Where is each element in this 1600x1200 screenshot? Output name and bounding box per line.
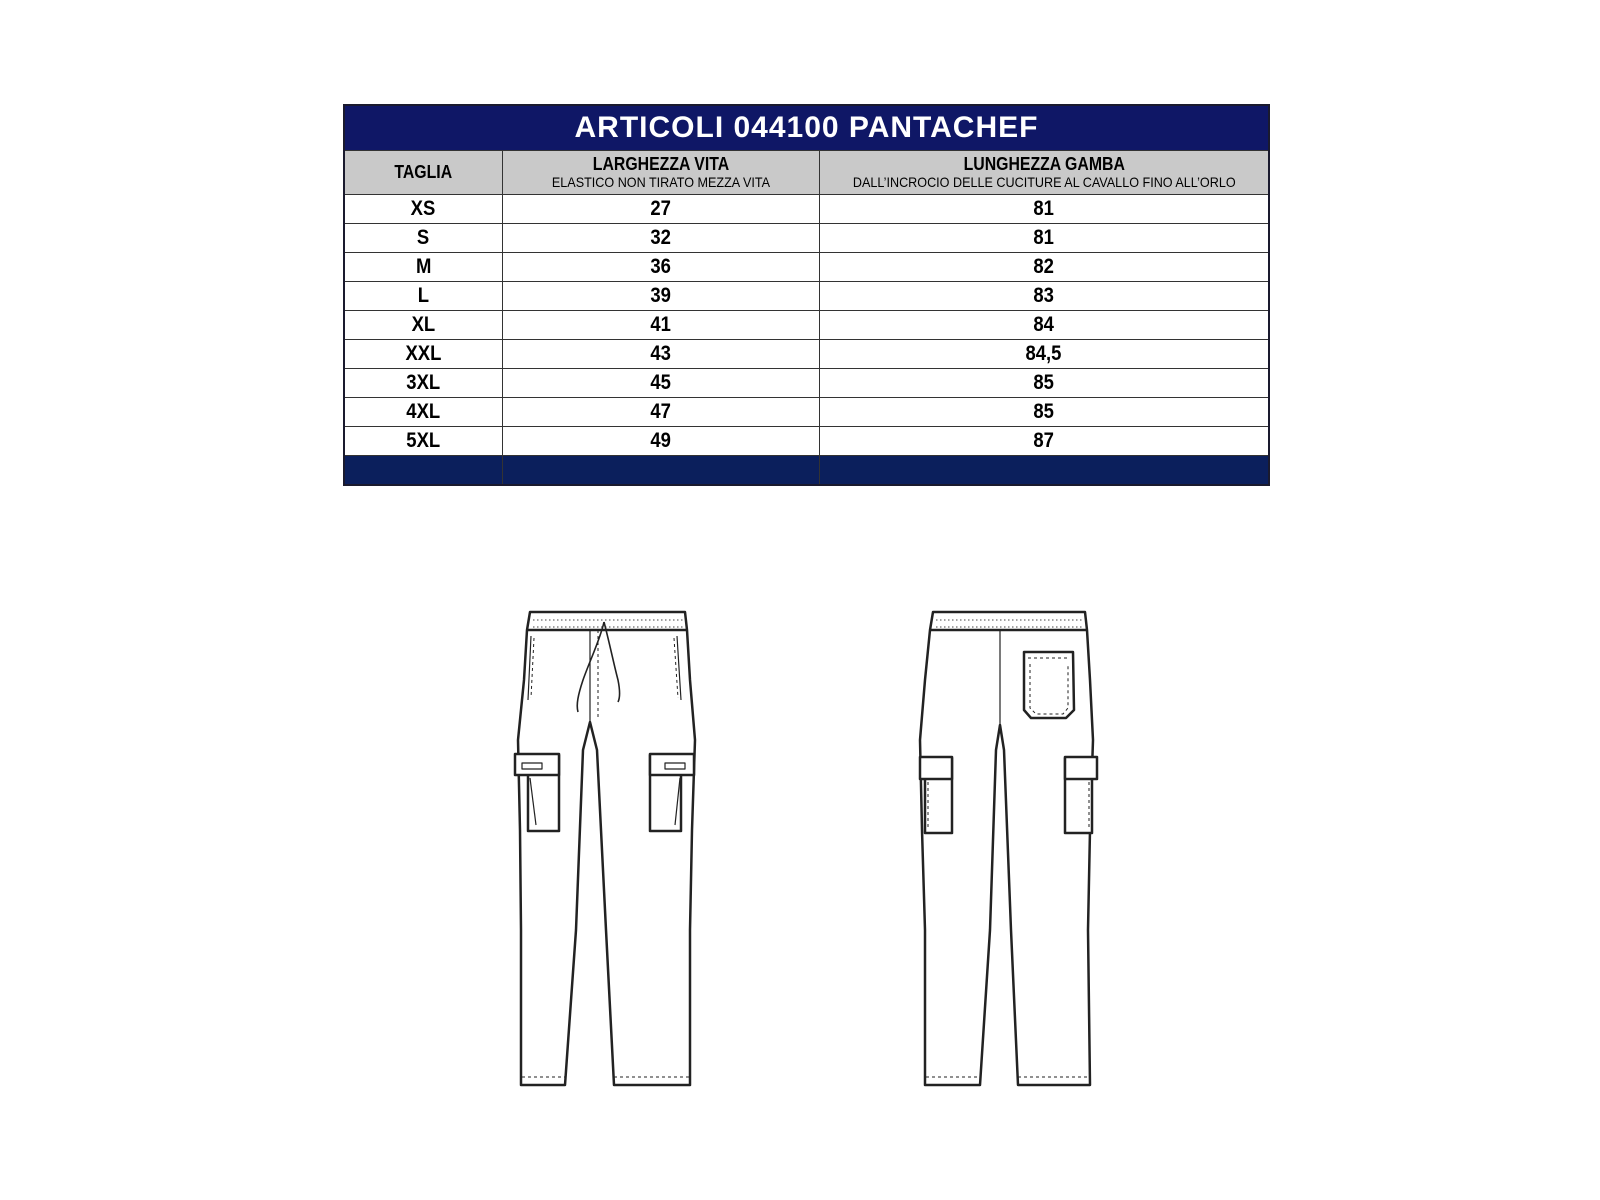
size-cell xyxy=(344,253,502,282)
table-row xyxy=(344,369,1269,398)
waist-cell-value: 39 xyxy=(650,284,671,307)
table-title: ARTICOLI 044100 PANTACHEF xyxy=(344,105,1269,151)
table-row xyxy=(344,340,1269,369)
table-row xyxy=(344,427,1269,456)
pants-front-drawing xyxy=(515,612,695,1085)
waist-cell-value: 36 xyxy=(650,255,671,278)
size-cell xyxy=(344,224,502,253)
leg-cell-value: 81 xyxy=(1033,197,1055,220)
size-cell-value: XS xyxy=(410,197,436,220)
column-header-sublabel: DALL’INCROCIO DELLE CUCITURE AL CAVALLO FINO ALL’ORLO xyxy=(852,173,1236,190)
waist-cell xyxy=(502,253,819,282)
waist-cell xyxy=(502,311,819,340)
waist-cell-value: 41 xyxy=(650,313,671,336)
waist-cell xyxy=(502,340,819,369)
size-cell-value: L xyxy=(417,284,429,307)
waist-cell-value: 45 xyxy=(650,371,671,394)
waist-cell-value: 27 xyxy=(650,197,671,220)
leg-cell xyxy=(819,398,1269,427)
size-cell-value: M xyxy=(415,255,431,278)
leg-cell xyxy=(819,195,1269,224)
pants-back-drawing xyxy=(920,612,1097,1085)
size-chart-table xyxy=(343,104,1270,486)
size-cell-value: 3XL xyxy=(406,371,441,394)
size-cell xyxy=(344,398,502,427)
size-cell-value: XXL xyxy=(405,342,442,365)
size-cell-value: 5XL xyxy=(406,429,441,452)
table-row xyxy=(344,253,1269,282)
waist-cell xyxy=(502,224,819,253)
leg-cell-value: 85 xyxy=(1033,371,1055,394)
leg-cell xyxy=(819,369,1269,398)
footer-cell xyxy=(819,456,1269,486)
leg-cell-value: 83 xyxy=(1033,284,1055,307)
footer-cell xyxy=(502,456,819,486)
table-row xyxy=(344,398,1269,427)
leg-cell xyxy=(819,340,1269,369)
leg-cell-value: 81 xyxy=(1033,226,1055,249)
waist-cell xyxy=(502,195,819,224)
waist-cell xyxy=(502,369,819,398)
size-cell xyxy=(344,427,502,456)
table-row xyxy=(344,195,1269,224)
leg-cell xyxy=(819,427,1269,456)
table-row xyxy=(344,282,1269,311)
leg-cell-value: 82 xyxy=(1033,255,1055,278)
waist-cell xyxy=(502,427,819,456)
column-header-size xyxy=(344,151,502,195)
size-cell-value: 4XL xyxy=(406,400,441,423)
column-header-waist xyxy=(502,151,819,195)
size-cell xyxy=(344,282,502,311)
garment-illustrations xyxy=(0,600,1600,1120)
waist-cell xyxy=(502,398,819,427)
size-cell xyxy=(344,340,502,369)
waist-cell-value: 47 xyxy=(650,400,671,423)
column-header-leg xyxy=(819,151,1269,195)
column-header-label: TAGLIA xyxy=(394,161,453,182)
leg-cell-value: 84,5 xyxy=(1025,342,1062,365)
size-cell xyxy=(344,195,502,224)
leg-cell xyxy=(819,224,1269,253)
table-row xyxy=(344,311,1269,340)
column-header-label: LUNGHEZZA GAMBA xyxy=(963,153,1125,174)
size-cell-value: S xyxy=(417,226,430,249)
size-cell xyxy=(344,369,502,398)
waist-cell xyxy=(502,282,819,311)
size-cell-value: XL xyxy=(411,313,436,336)
waist-cell-value: 32 xyxy=(650,226,671,249)
footer-cell xyxy=(344,456,502,486)
leg-cell-value: 84 xyxy=(1033,313,1055,336)
column-header-sublabel: ELASTICO NON TIRATO MEZZA VITA xyxy=(551,173,770,190)
column-header-label: LARGHEZZA VITA xyxy=(592,153,729,174)
leg-cell xyxy=(819,282,1269,311)
leg-cell-value: 87 xyxy=(1033,429,1055,452)
leg-cell xyxy=(819,311,1269,340)
table-row xyxy=(344,224,1269,253)
leg-cell xyxy=(819,253,1269,282)
leg-cell-value: 85 xyxy=(1033,400,1055,423)
waist-cell-value: 49 xyxy=(650,429,671,452)
waist-cell-value: 43 xyxy=(650,342,671,365)
size-cell xyxy=(344,311,502,340)
table-footer-bar xyxy=(344,456,1269,486)
